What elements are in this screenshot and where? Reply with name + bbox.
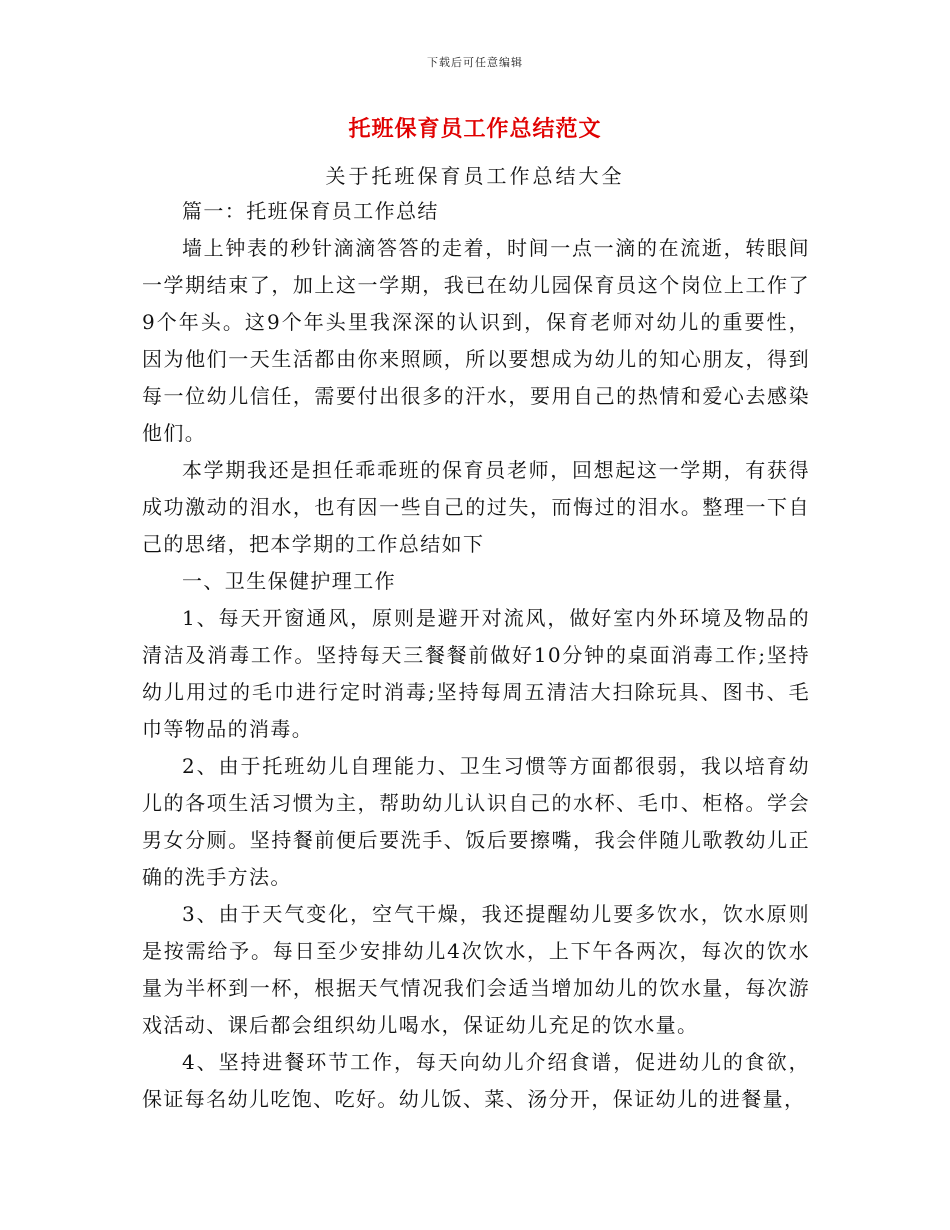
list-item: 2、由于托班幼儿自理能力、卫生习惯等方面都很弱，我以培育幼儿的各项生活习惯为主，帮助幼儿认识自己的水杯、毛巾、柜格。学会男女分厕。坚持餐前便后要洗手、饭后要擦嘴，我会伴随儿歌教幼儿正确的洗手方法。: [142, 754, 810, 889]
document-title: 托班保育员工作总结范文: [348, 117, 602, 142]
document-body: [142, 193, 810, 1118]
list-item: 1、每天开窗通风，原则是避开对流风，做好室内外环境及物品的清洁及消毒工作。坚持每天三餐餐前做好10分钟的桌面消毒工作;坚持幼儿用过的毛巾进行定时消毒;坚持每周五清洁大扫除玩具、图书、毛巾等物品的消毒。: [142, 606, 810, 741]
body-paragraph: 墙上钟表的秒针滴滴答答的走着，时间一点一滴的在流逝，转眼间一学期结束了，加上这一学期，我已在幼儿园保育员这个岗位上工作了9个年头。这9个年头里我深深的认识到，保育老师对幼儿的重要性，因为他们一天生活都由你来照顾，所以要想成为幼儿的知心朋友，得到每一位幼儿信任，需要付出很多的汗水，要用自己的热情和爱心去感染他们。: [142, 236, 810, 445]
body-paragraph: 本学期我还是担任乖乖班的保育员老师，回想起这一学期，有获得成功激动的泪水，也有因一些自己的过失，而悔过的泪水。整理一下自己的思绪，把本学期的工作总结如下: [142, 458, 810, 556]
list-item: 4、坚持进餐环节工作，每天向幼儿介绍食谱，促进幼儿的食欲，保证每名幼儿吃饱、吃好。幼儿饭、菜、汤分开，保证幼儿的进餐量，: [142, 1050, 810, 1111]
section-heading: 一、卫生保健护理工作: [182, 569, 396, 593]
page-header-note: 下载后可任意编辑: [427, 56, 523, 69]
list-item: 3、由于天气变化，空气干燥，我还提醒幼儿要多饮水，饮水原则是按需给予。每日至少安排幼儿4次饮水，上下午各两次，每次的饮水量为半杯到一杯，根据天气情况我们会适当增加幼儿的饮水量，每次游戏活动、课后都会组织幼儿喝水，保证幼儿充足的饮水量。: [142, 902, 810, 1037]
document-subtitle: 关于托班保育员工作总结大全: [325, 164, 625, 188]
section-heading: 篇一：托班保育员工作总结: [182, 199, 439, 223]
